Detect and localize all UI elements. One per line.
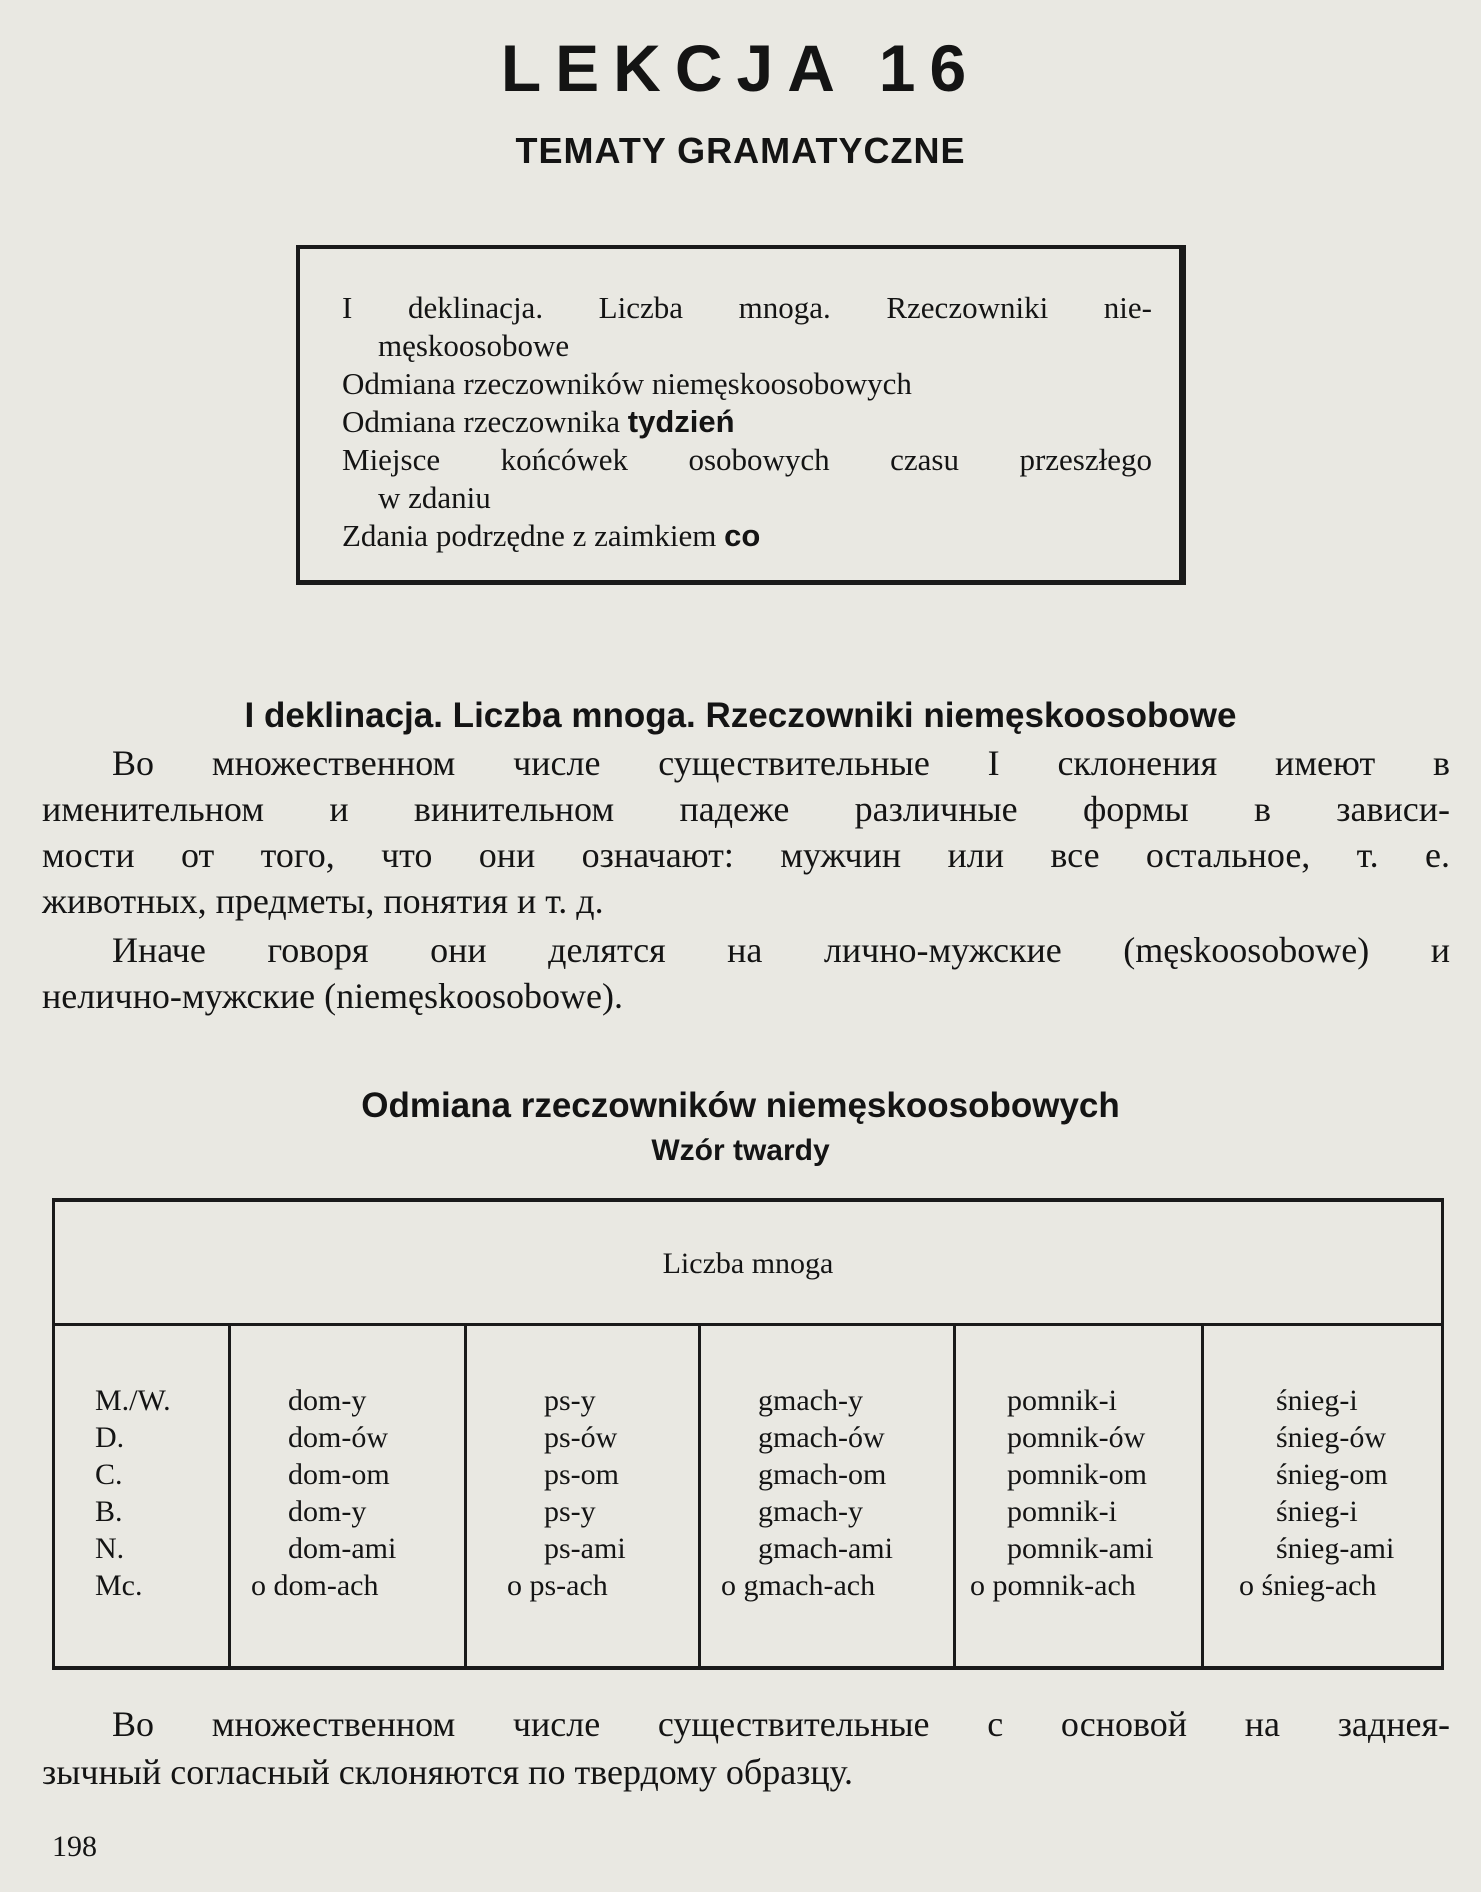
topic-item	[342, 403, 1152, 441]
noun-form: ps-y	[544, 1495, 596, 1528]
case-labels-column	[95, 1382, 171, 1604]
paragraph-line: Во множественном числе существительные I склонения имеют в	[112, 743, 1450, 783]
noun-form: ps-ami	[544, 1532, 626, 1565]
topics-box	[296, 245, 1186, 585]
noun-form: pomnik-ami	[1007, 1532, 1154, 1565]
number-header: Liczba mnoga	[55, 1202, 1441, 1326]
table-subheading: Wzór twardy	[651, 1134, 830, 1167]
noun-form: dom-y	[288, 1495, 367, 1528]
paragraph-line: Во множественном числе существительные с основой на заднея-	[112, 1704, 1450, 1744]
paragraph-line: именительном и винительном падеже различные формы в зависи-	[42, 789, 1450, 829]
table-heading: Odmiana rzeczowników niemęskoosobowych	[361, 1086, 1120, 1125]
noun-column-pies	[507, 1382, 626, 1604]
paragraph-categories	[42, 927, 1450, 1019]
case-label: N.	[95, 1532, 125, 1565]
page-number: 198	[52, 1830, 97, 1863]
noun-form: śnieg-ami	[1276, 1532, 1395, 1565]
topic-item-continuation: w zdaniu	[378, 480, 491, 515]
noun-form: gmach-ów	[758, 1421, 885, 1454]
noun-form: pomnik-i	[1007, 1495, 1117, 1528]
column-divider	[228, 1326, 231, 1666]
case-label: C.	[95, 1458, 123, 1491]
topic-item: I deklinacja. Liczba mnoga. Rzeczowniki nie-	[342, 290, 1152, 325]
noun-form: ps-ów	[544, 1421, 618, 1454]
noun-form: dom-ów	[288, 1421, 388, 1454]
noun-form: ps-y	[544, 1384, 596, 1417]
topic-keyword: tydzień	[627, 404, 735, 439]
noun-form: śnieg-ów	[1276, 1421, 1386, 1454]
topic-text: Zdania podrzędne z zaimkiem	[342, 518, 717, 553]
topic-item-continuation: męskoosobowe	[378, 328, 570, 363]
case-label: B.	[95, 1495, 123, 1528]
noun-form: dom-ami	[288, 1532, 397, 1565]
noun-form: śnieg-i	[1276, 1384, 1358, 1417]
case-label: M./W.	[95, 1384, 171, 1417]
paragraph-velar-stems	[42, 1700, 1450, 1796]
paragraph-line: зычный согласный склоняются по твердому образцу.	[42, 1752, 854, 1792]
noun-form: pomnik-ów	[1007, 1421, 1146, 1454]
case-label: D.	[95, 1421, 125, 1454]
noun-form: o pomnik-ach	[970, 1569, 1136, 1602]
topic-item: Miejsce końcówek osobowych czasu przeszłego	[342, 442, 1152, 477]
topic-item: Odmiana rzeczowników niemęskoosobowych	[342, 366, 912, 401]
noun-form: śnieg-om	[1276, 1458, 1388, 1491]
noun-form: dom-om	[288, 1458, 390, 1491]
column-divider	[698, 1326, 701, 1666]
paragraph-line: животных, предметы, понятия и т. д.	[42, 881, 604, 921]
column-divider	[953, 1326, 956, 1666]
column-divider	[1201, 1326, 1204, 1666]
noun-form: gmach-y	[758, 1384, 863, 1417]
noun-form: dom-y	[288, 1384, 367, 1417]
noun-form: pomnik-om	[1007, 1458, 1147, 1491]
lesson-subtitle: TEMATY GRAMATYCZNE	[515, 130, 966, 171]
column-divider	[464, 1326, 467, 1666]
noun-column-gmach	[721, 1382, 893, 1604]
noun-column-pomnik	[970, 1382, 1154, 1604]
topic-text: Odmiana rzeczownika	[342, 404, 621, 439]
noun-form: o gmach-ach	[721, 1569, 876, 1602]
declension-table	[52, 1198, 1444, 1670]
noun-form: gmach-y	[758, 1495, 863, 1528]
noun-form: o dom-ach	[251, 1569, 379, 1602]
paragraph-line: Иначе говоря они делятся на лично-мужские (męskoosobowe) и	[112, 930, 1450, 970]
paragraph-plural-forms	[42, 740, 1450, 924]
topics-list	[342, 289, 1152, 555]
noun-column-dom	[251, 1382, 396, 1604]
noun-form: pomnik-i	[1007, 1384, 1117, 1417]
noun-column-snieg	[1239, 1382, 1394, 1604]
section-heading: I deklinacja. Liczba mnoga. Rzeczowniki niemęskoosobowe	[244, 696, 1237, 735]
noun-form: gmach-ami	[758, 1532, 893, 1565]
noun-form: ps-om	[544, 1458, 619, 1491]
case-label: Mc.	[95, 1569, 143, 1602]
paragraph-line: мости от того, что они означают: мужчин или все остальное, т. е.	[42, 835, 1450, 875]
noun-form: śnieg-i	[1276, 1495, 1358, 1528]
noun-form: o śnieg-ach	[1239, 1569, 1377, 1602]
topic-item	[342, 517, 1152, 555]
paragraph-line: нелично-мужские (niemęskoosobowe).	[42, 976, 624, 1016]
lesson-title: LEKCJA 16	[500, 31, 981, 105]
noun-form: o ps-ach	[507, 1569, 608, 1602]
topic-keyword: co	[724, 518, 761, 553]
noun-form: gmach-om	[758, 1458, 887, 1491]
